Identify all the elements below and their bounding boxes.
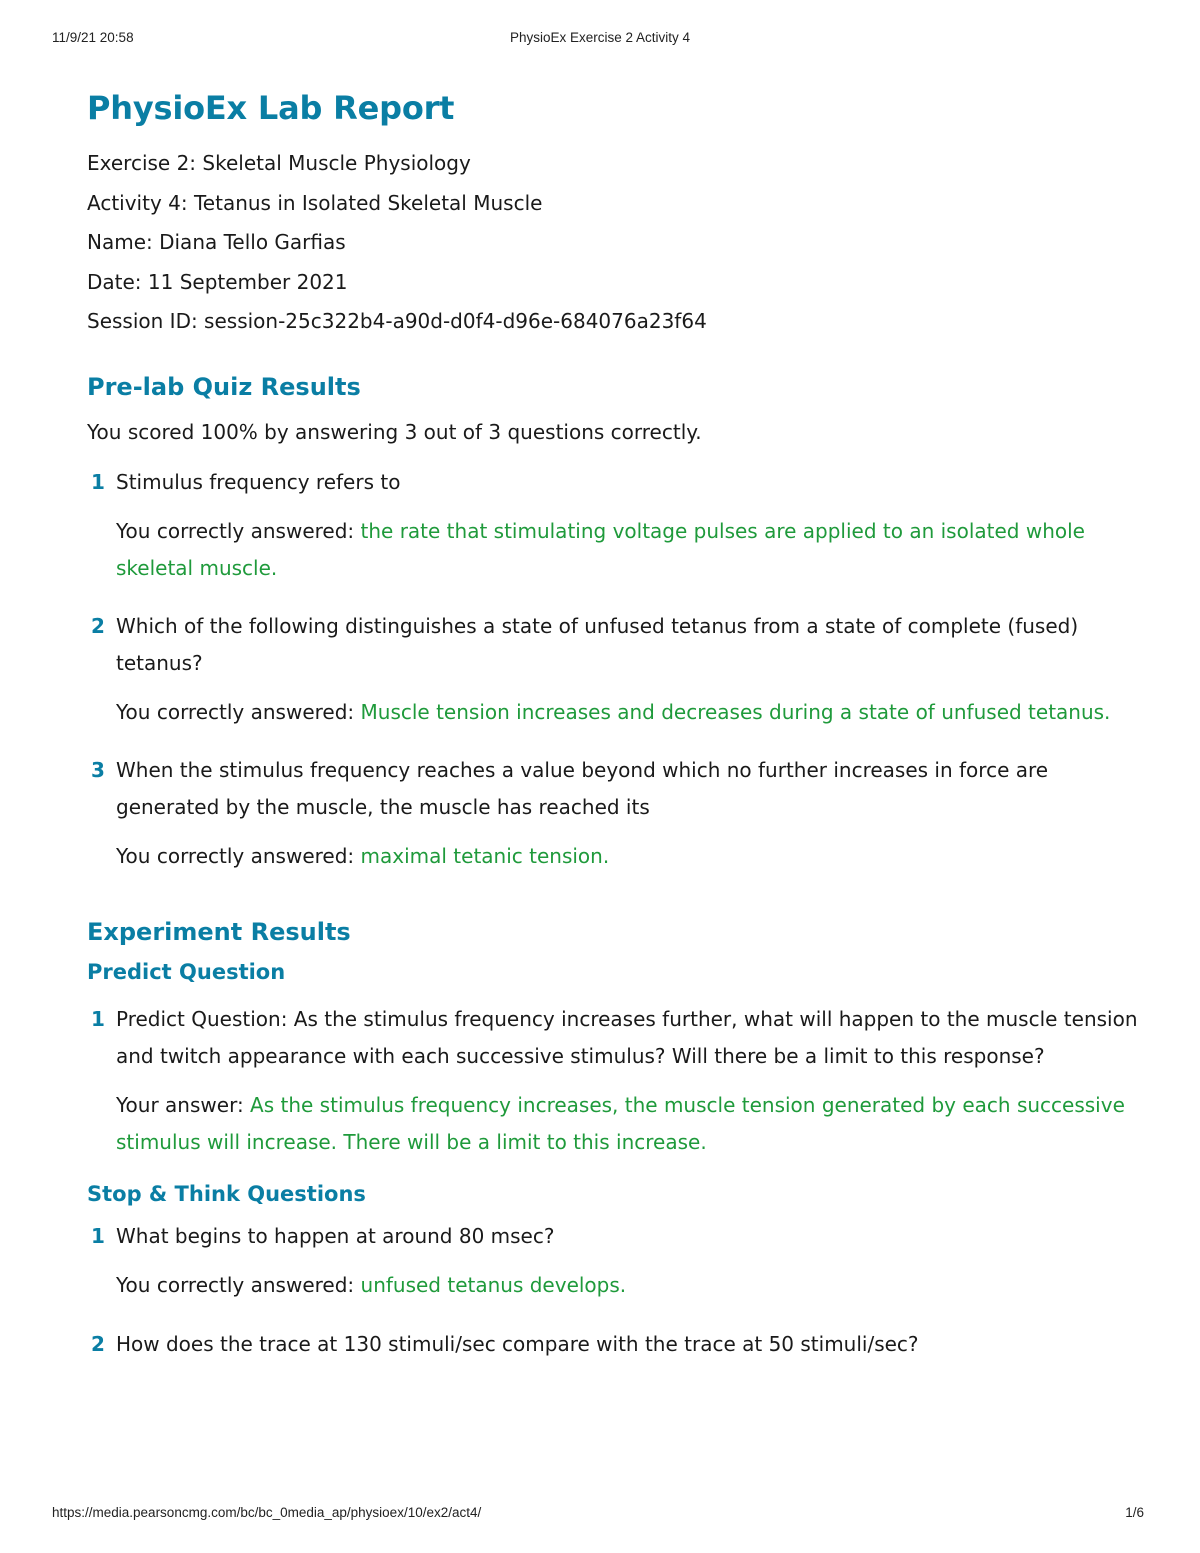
stop-think-question-2 (87, 1326, 1147, 1363)
question-text: How does the trace at 130 stimuli/sec compare with the trace at 50 stimuli/sec? (116, 1331, 919, 1356)
question-number: 1 (91, 1223, 105, 1248)
answer-prefix: You correctly answered: (116, 843, 355, 868)
exercise-line: Exercise 2: Skeletal Muscle Physiology (87, 151, 471, 175)
question-text: What begins to happen at around 80 msec? (116, 1223, 555, 1248)
question-number: 1 (91, 469, 105, 494)
question-text: Stimulus frequency refers to (116, 469, 401, 494)
answer-text: maximal tetanic tension. (360, 843, 610, 868)
report-title: PhysioEx Lab Report (87, 89, 455, 127)
prelab-question-3 (87, 752, 1147, 875)
question-answer (116, 1267, 1147, 1304)
question-text: Which of the following distinguishes a state of unfused tetanus from a state of complete (fused) tetanus? (116, 613, 1079, 675)
answer-text: As the stimulus frequency increases, the muscle tension generated by each successive stimulus will increase. There will be a limit to this increase. (116, 1092, 1125, 1154)
date-line: Date: 11 September 2021 (87, 269, 348, 294)
question-number: 3 (91, 757, 105, 782)
question-answer (116, 1087, 1147, 1161)
question-number: 1 (91, 1006, 105, 1031)
report-meta (87, 150, 1147, 348)
question-answer (116, 694, 1147, 731)
session-line: Session ID: session-25c322b4-a90d-d0f4-d96e-684076a23f64 (87, 309, 707, 333)
name-line: Name: Diana Tello Garfias (87, 230, 346, 254)
answer-prefix: You correctly answered: (116, 699, 355, 724)
answer-prefix: You correctly answered: (116, 518, 355, 543)
question-answer (116, 513, 1147, 587)
question-text: Predict Question: As the stimulus frequency increases further, what will happen to the muscle tension and twitch appearance with each successive stimulus? Will there be a limit to this response? (116, 1006, 1138, 1068)
prelab-question-1 (87, 464, 1147, 587)
answer-text: the rate that stimulating voltage pulses are applied to an isolated whole skeletal muscle. (116, 518, 1085, 580)
question-answer (116, 838, 1147, 875)
answer-text: Muscle tension increases and decreases during a state of unfused tetanus. (360, 699, 1111, 724)
prelab-heading: Pre-lab Quiz Results (87, 372, 361, 401)
print-title: PhysioEx Exercise 2 Activity 4 (509, 30, 691, 45)
answer-prefix: Your answer: (116, 1092, 244, 1117)
print-footer (0, 1505, 1200, 1525)
stop-think-question-1 (87, 1218, 1147, 1304)
print-header (0, 30, 1200, 50)
prelab-score: You scored 100% by answering 3 out of 3 questions correctly. (87, 419, 702, 444)
report-content (87, 84, 1147, 1363)
print-datetime: 11/9/21 20:58 (52, 30, 134, 45)
predict-question-1 (87, 1001, 1147, 1161)
question-text: When the stimulus frequency reaches a value beyond which no further increases in force are generated by the muscle, the muscle has reached its (116, 757, 1049, 819)
source-url: https://media.pearsoncmg.com/bc/bc_0media_ap/physioex/10/ex2/act4/ (52, 1505, 482, 1520)
question-number: 2 (91, 613, 105, 638)
experiment-heading: Experiment Results (87, 917, 351, 946)
activity-line: Activity 4: Tetanus in Isolated Skeletal Muscle (87, 190, 543, 215)
predict-heading: Predict Question (87, 959, 286, 984)
stop-think-heading: Stop & Think Questions (87, 1181, 366, 1206)
answer-text: unfused tetanus develops. (360, 1272, 627, 1297)
answer-prefix: You correctly answered: (116, 1272, 355, 1297)
prelab-question-2 (87, 608, 1147, 731)
page-number: 1/6 (1125, 1505, 1144, 1520)
question-number: 2 (91, 1331, 105, 1356)
